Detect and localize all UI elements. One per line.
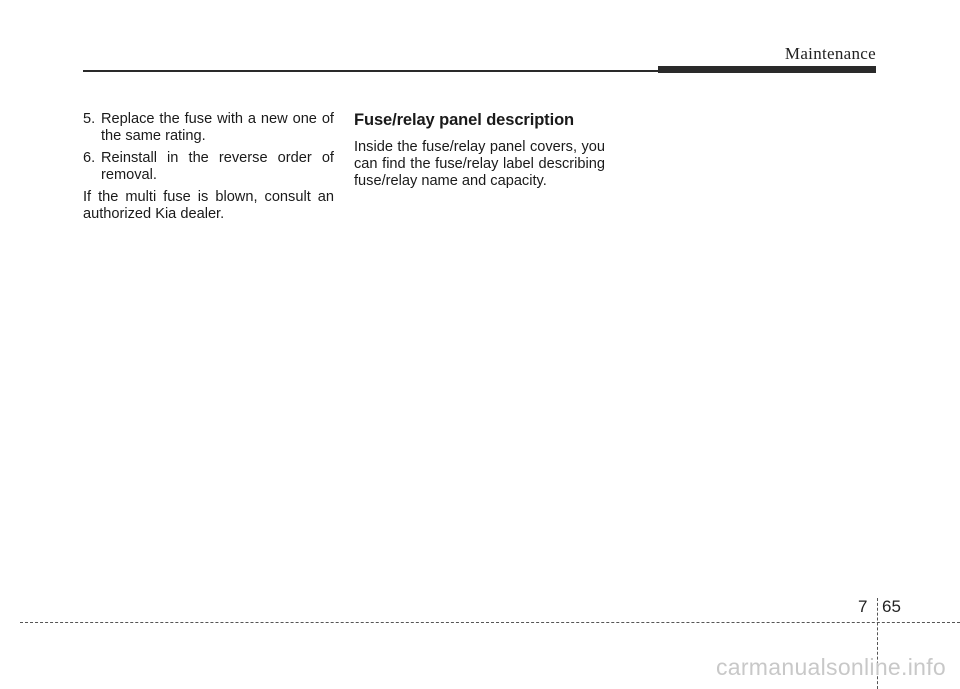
step-item — [83, 150, 334, 184]
step-number: 5. — [83, 111, 96, 127]
header-rule-thick — [658, 66, 876, 73]
section-heading: Fuse/relay panel description — [354, 111, 575, 129]
step-item — [83, 111, 334, 145]
section-title: Maintenance — [784, 44, 876, 63]
chapter-number: 7 — [858, 597, 868, 616]
footer-rule — [20, 622, 960, 623]
watermark: carmanualsonline.info — [715, 654, 946, 680]
step-text: Reinstall in the reverse order of removal. — [101, 150, 334, 183]
panel-description: Inside the fuse/relay panel covers, you can find the fuse/relay label describing fuse/relay name and capacity. — [354, 139, 605, 189]
right-column — [354, 111, 605, 190]
left-column — [83, 111, 334, 223]
step-text: Replace the fuse with a new one of the same rating. — [101, 111, 334, 144]
multi-fuse-note: If the multi fuse is blown, consult an authorized Kia dealer. — [83, 189, 334, 222]
page-number: 65 — [882, 597, 901, 616]
step-number: 6. — [83, 150, 96, 166]
header-rule-thin — [83, 70, 663, 72]
